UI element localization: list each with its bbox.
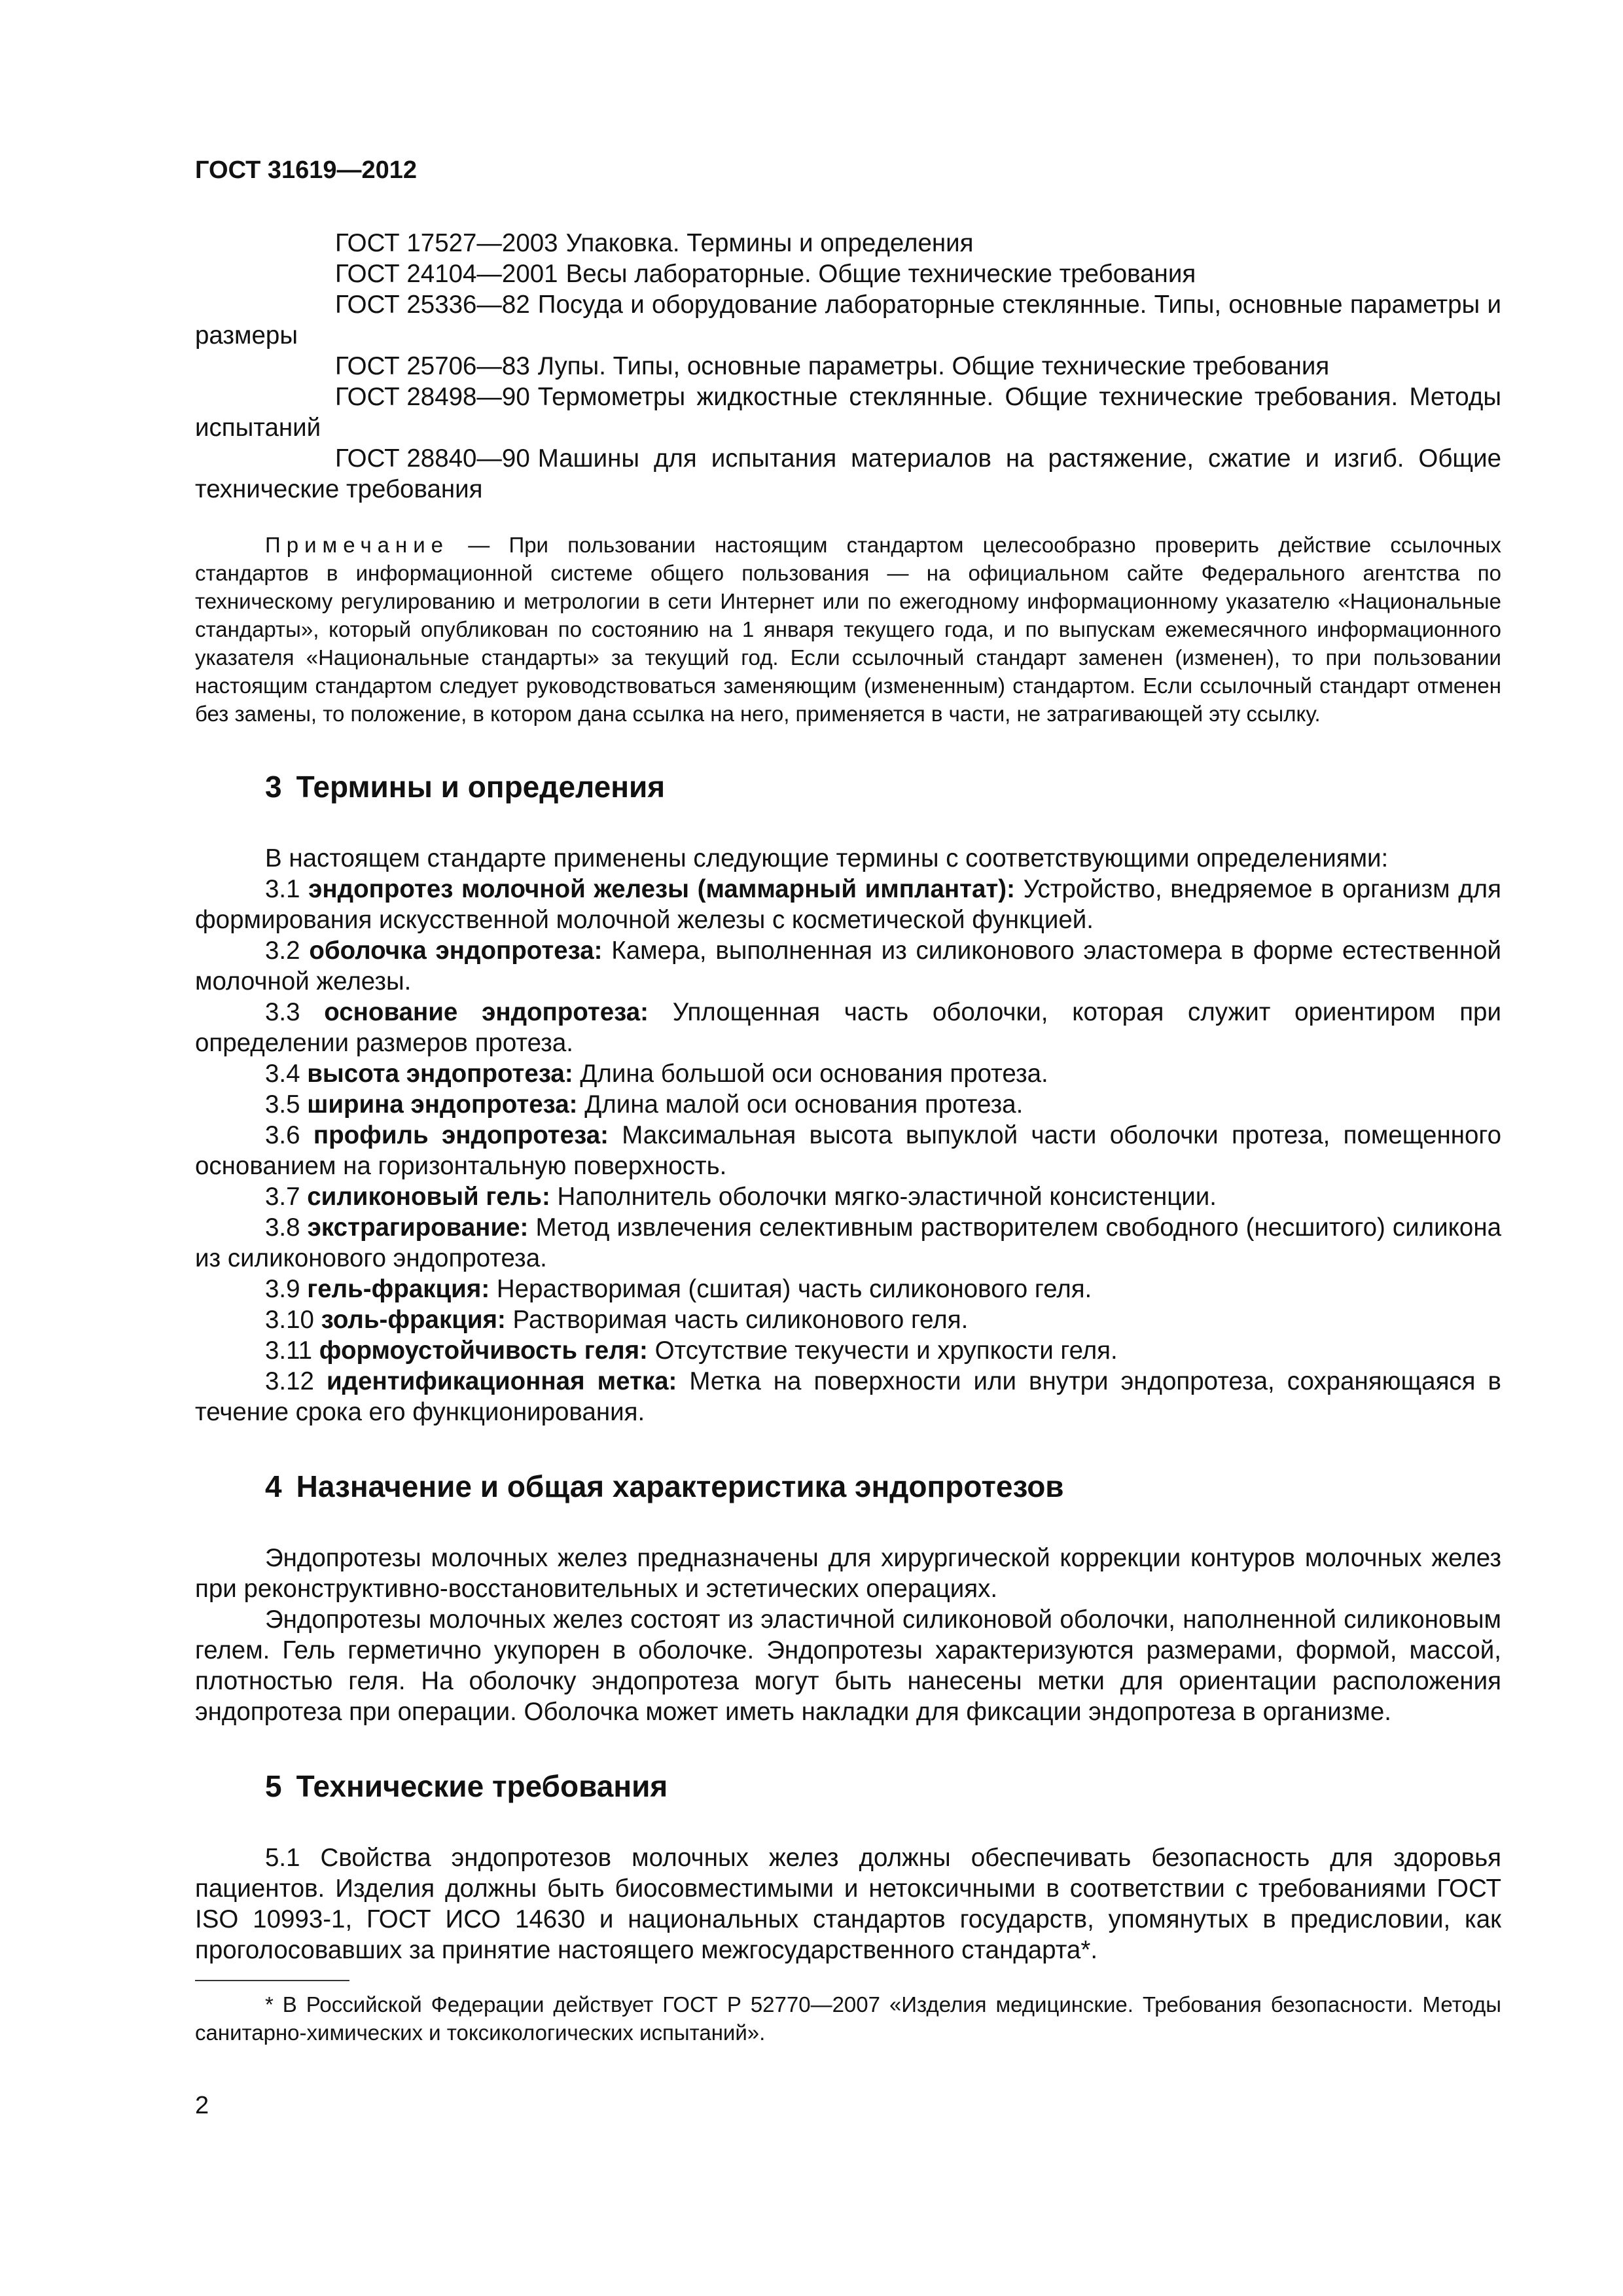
term-definition: Нерастворимая (сшитая) часть силиконового геля.: [496, 1275, 1092, 1303]
normative-references-list: [195, 228, 1501, 505]
section-title: Термины и определения: [296, 770, 666, 804]
term-entry: [195, 1304, 1501, 1335]
term-definition: Камера, выполненная из силиконового эластомера в форме естественной молочной железы.: [195, 937, 1501, 996]
footnote-divider: [195, 1980, 349, 1981]
term-number: 3.10: [265, 1306, 314, 1334]
term-name: оболочка эндопротеза:: [309, 937, 603, 965]
section-number: 3: [265, 770, 282, 804]
term-name: высота эндопротеза:: [307, 1060, 573, 1088]
section-5-heading: [195, 1768, 1501, 1804]
section-number: 4: [265, 1469, 282, 1503]
term-name: эндопротез молочной железы (маммарный имплантат):: [308, 875, 1015, 903]
term-entry: [195, 935, 1501, 997]
term-number: 3.5: [265, 1090, 300, 1119]
section-3-intro: В настоящем стандарте применены следующие термины с соответствующими определениями:: [265, 844, 1389, 872]
reference-title: Лупы. Типы, основные параметры. Общие технические требования: [537, 352, 1330, 380]
term-definition: Растворимая часть силиконового геля.: [512, 1306, 969, 1334]
term-entry: [195, 1058, 1501, 1089]
note-label: Примечание: [265, 533, 450, 557]
term-number: 3.7: [265, 1183, 300, 1211]
term-name: формоустойчивость геля:: [319, 1336, 648, 1365]
term-name: силиконовый гель:: [307, 1183, 550, 1211]
page-content: [195, 154, 1501, 2121]
term-definition: Отсутствие текучести и хрупкости геля.: [654, 1336, 1118, 1365]
reference-title: Термометры жидкостные стеклянные. Общие технические требования. Методы испытаний: [195, 383, 1501, 442]
term-name: профиль эндопротеза:: [313, 1121, 609, 1149]
term-entry: [195, 1089, 1501, 1120]
term-entry: [195, 997, 1501, 1058]
reference-item: [195, 259, 1501, 289]
term-entry: [195, 1274, 1501, 1304]
section-4-heading: [195, 1468, 1501, 1505]
term-number: 3.4: [265, 1060, 300, 1088]
section-title: Назначение и общая характеристика эндопротезов: [296, 1469, 1064, 1503]
section-number: 5: [265, 1769, 282, 1803]
term-number: 3.1: [265, 875, 300, 903]
term-number: 3.8: [265, 1213, 300, 1242]
term-name: экстрагирование:: [307, 1213, 529, 1242]
reference-item: [195, 382, 1501, 443]
term-number: 3.12: [265, 1367, 314, 1395]
reference-title: Посуда и оборудование лабораторные стеклянные. Типы, основные параметры и размеры: [195, 291, 1501, 350]
reference-title: Машины для испытания материалов на растяжение, сжатие и изгиб. Общие технические требования: [195, 444, 1501, 503]
reference-code: ГОСТ 17527—2003: [335, 229, 558, 257]
reference-code: ГОСТ 25336—82: [335, 291, 530, 319]
term-number: 3.9: [265, 1275, 300, 1303]
reference-item: [195, 351, 1501, 382]
reference-item: [195, 289, 1501, 351]
term-definition: Наполнитель оболочки мягко-эластичной консистенции.: [557, 1183, 1217, 1211]
term-entry: [195, 1212, 1501, 1274]
section-4-paragraph: Эндопротезы молочных желез предназначены для хирургической коррекции контуров молочных желез при реконструктивно-восстановительных и эстетических операциях.: [195, 1544, 1501, 1603]
reference-item: [195, 228, 1501, 259]
reference-code: ГОСТ 24104—2001: [335, 260, 558, 288]
reference-code: ГОСТ 28840—90: [335, 444, 530, 473]
note-paragraph: [195, 531, 1501, 728]
footnote: * В Российской Федерации действует ГОСТ Р 52770—2007 «Изделия медицинские. Требования безопасности. Методы санитарно-химических и токсикологических испытаний».: [195, 1992, 1501, 2045]
page-number: 2: [195, 2092, 209, 2119]
terms-list: [195, 874, 1501, 1427]
reference-item: [195, 443, 1501, 505]
section-5-paragraph: 5.1 Свойства эндопротезов молочных желез должны обеспечивать безопасность для здоровья пациентов. Изделия должны быть биосовместимыми и нетоксичными в соответствии с требованиями ГОСТ ISO 10993-1, ГОСТ ИСО 14630 и национальных стандартов государств, упомянутых в предисловии, как проголосовавших за принятие настоящего межгосударственного стандарта*.: [195, 1844, 1501, 1964]
reference-code: ГОСТ 28498—90: [335, 383, 530, 411]
term-definition: Устройство, внедряемое в организм для формирования искусственной молочной железы с косметической функцией.: [195, 875, 1501, 934]
reference-title: Упаковка. Термины и определения: [565, 229, 974, 257]
term-entry: [195, 1181, 1501, 1212]
term-number: 3.11: [265, 1336, 313, 1365]
note-text: — При пользовании настоящим стандартом целесообразно проверить действие ссылочных стандартов в информационной системе общего пользования — на официальном сайте Федерального агентства по техническому регулированию и метрологии в сети Интернет или по ежегодному информационному указателю «Национальные стандарты», который опубликован по состоянию на 1 января текущего года, и по выпускам ежемесячного информационного указателя «Национальные стандарты» за текущий год. Если ссылочный стандарт заменен (изменен), то при пользовании настоящим стандартом следует руководствоваться заменяющим (измененным) стандартом. Если ссылочный стандарт отменен без замены, то положение, в котором дана ссылка на него, применяется в части, не затрагивающей эту ссылку.: [195, 533, 1502, 726]
term-number: 3.6: [265, 1121, 300, 1149]
term-name: гель-фракция:: [307, 1275, 490, 1303]
term-entry: [195, 874, 1501, 935]
document-header: ГОСТ 31619—2012: [195, 156, 418, 184]
term-name: основание эндопротеза:: [324, 998, 649, 1026]
term-definition: Длина малой оси основания протеза.: [584, 1090, 1024, 1119]
term-definition: Длина большой оси основания протеза.: [580, 1060, 1048, 1088]
reference-code: ГОСТ 25706—83: [335, 352, 530, 380]
term-name: золь-фракция:: [321, 1306, 506, 1334]
term-definition: Максимальная высота выпуклой части оболочки протеза, помещенного основанием на горизонтальную поверхность.: [195, 1121, 1501, 1180]
term-entry: [195, 1120, 1501, 1181]
section-4-paragraph: Эндопротезы молочных желез состоят из эластичной силиконовой оболочки, наполненной силиконовым гелем. Гель герметично укупорен в оболочке. Эндопротезы характеризуются размерами, формой, массой, плотностью геля. На оболочку эндопротеза могут быть нанесены метки для ориентации расположения эндопротеза при операции. Оболочка может иметь накладки для фиксации эндопротеза в организме.: [195, 1605, 1501, 1726]
term-number: 3.2: [265, 937, 300, 965]
section-3-heading: [195, 768, 1501, 805]
term-name: идентификационная метка:: [326, 1367, 677, 1395]
term-name: ширина эндопротеза:: [307, 1090, 578, 1119]
reference-title: Весы лабораторные. Общие технические требования: [565, 260, 1196, 288]
term-definition: Метка на поверхности или внутри эндопротеза, сохраняющаяся в течение срока его функционирования.: [195, 1367, 1502, 1426]
section-title: Технические требования: [296, 1769, 668, 1803]
term-definition: Метод извлечения селективным растворителем свободного (несшитого) силикона из силиконового эндопротеза.: [195, 1213, 1502, 1272]
term-entry: [195, 1366, 1501, 1427]
term-definition: Уплощенная часть оболочки, которая служит ориентиром при определении размеров протеза.: [195, 998, 1501, 1057]
term-number: 3.3: [265, 998, 300, 1026]
term-entry: [195, 1335, 1501, 1366]
